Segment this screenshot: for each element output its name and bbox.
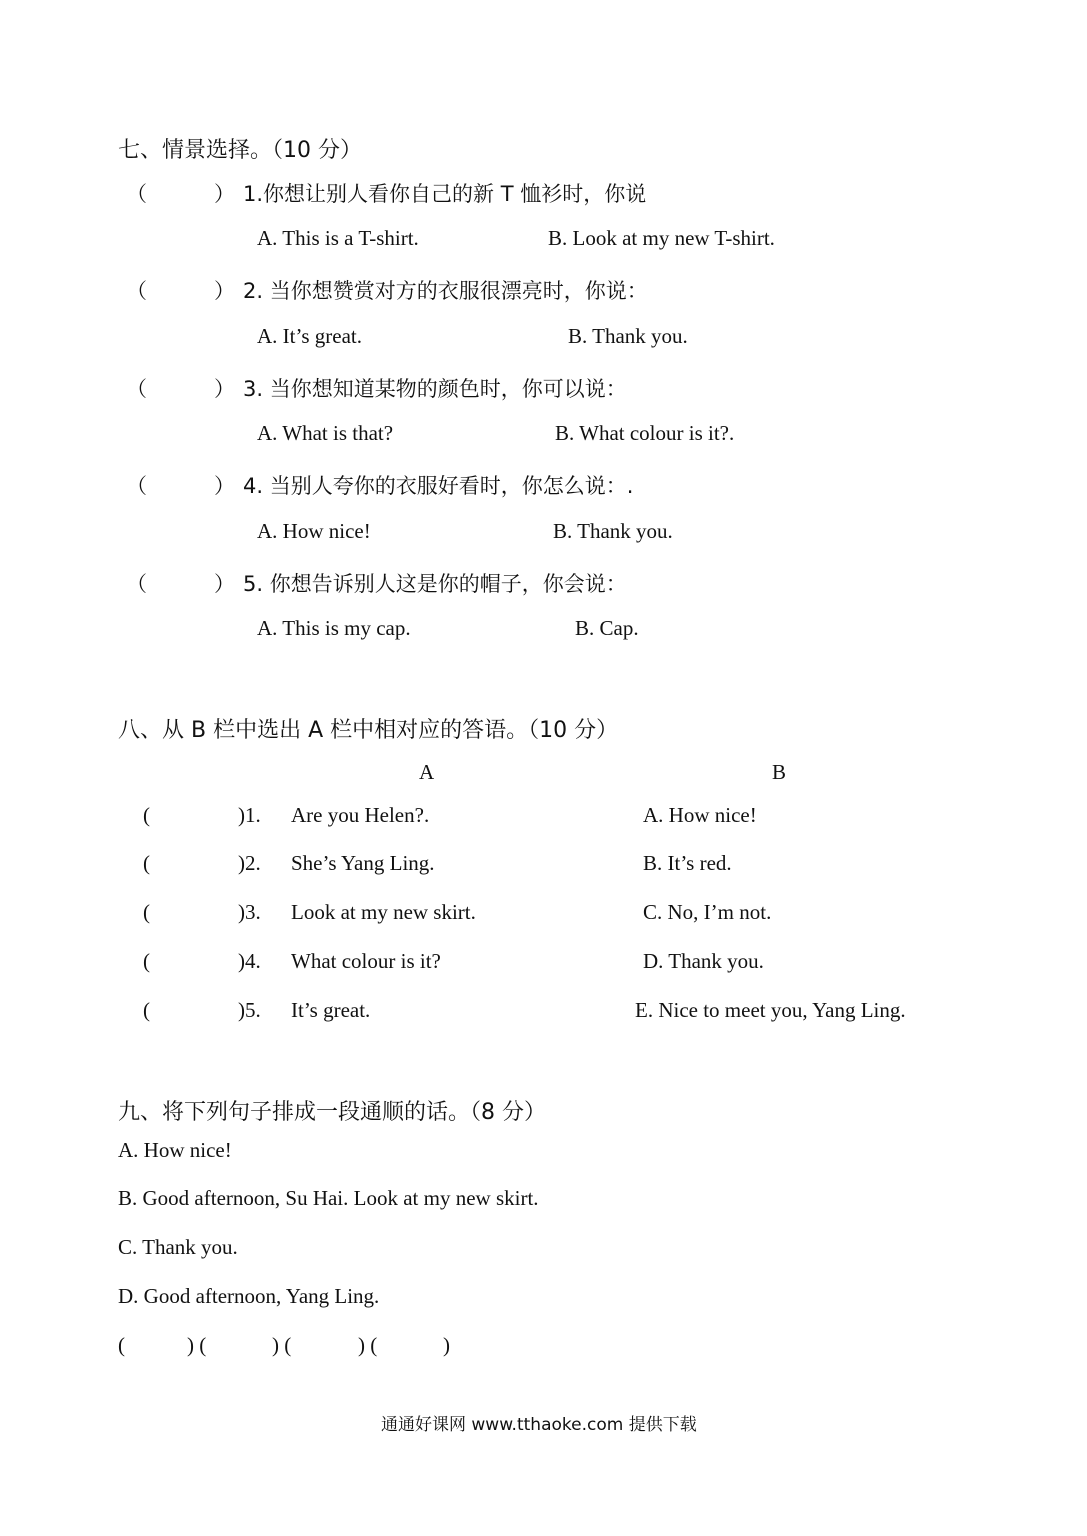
column-a-item: Look at my new skirt. — [291, 900, 476, 924]
question-stem: 2. 当你想赞赏对方的衣服很漂亮时，你说： — [243, 279, 648, 303]
column-b-item: E. Nice to meet you, Yang Ling. — [635, 998, 906, 1022]
option-b: B. Cap. — [575, 616, 639, 640]
answer-paren-close: ） — [214, 377, 235, 401]
answer-paren-open[interactable]: ( — [143, 998, 150, 1022]
column-a-header: A — [419, 760, 435, 784]
sentence-c: C. Thank you. — [118, 1235, 238, 1259]
question-stem: 5. 你想告诉别人这是你的帽子，你会说： — [243, 572, 627, 596]
answer-paren-open[interactable]: ( — [143, 851, 150, 875]
option-a: A. This is a T-shirt. — [257, 226, 419, 250]
option-a: A. This is my cap. — [257, 616, 411, 640]
answer-paren-open[interactable]: ( — [143, 803, 150, 827]
answer-paren-open[interactable]: ( — [143, 949, 150, 973]
option-a: A. What is that? — [257, 421, 394, 445]
sentence-b: B. Good afternoon, Su Hai. Look at my new skirt. — [118, 1186, 539, 1210]
column-a-item: It’s great. — [291, 998, 371, 1022]
question-stem: 1.你想让别人看你自己的新 T 恤衫时，你说 — [243, 182, 647, 206]
answer-paren-open[interactable]: （ — [126, 377, 147, 401]
section8-heading: 八、从 B 栏中选出 A 栏中相对应的答语。（10 分） — [118, 718, 619, 743]
answer-blank-2[interactable]: ) ( — [187, 1333, 207, 1357]
sentence-a: A. How nice! — [118, 1138, 232, 1162]
option-b: B. Look at my new T-shirt. — [548, 226, 775, 250]
column-a-item: She’s Yang Ling. — [291, 851, 435, 875]
option-a: A. How nice! — [257, 519, 371, 543]
column-b-item: B. It’s red. — [643, 851, 732, 875]
column-a-item: Are you Helen?. — [291, 803, 430, 827]
footer-text: 通通好课网 www.tthaoke.com 提供下载 — [381, 1415, 697, 1435]
option-b: B. Thank you. — [568, 324, 688, 348]
answer-blank-5[interactable]: ) — [443, 1333, 450, 1357]
section9-heading: 九、将下列句子排成一段通顺的话。（8 分） — [118, 1100, 546, 1125]
answer-paren-close: ） — [214, 572, 235, 596]
answer-paren-open[interactable]: ( — [143, 900, 150, 924]
answer-paren-open[interactable]: （ — [126, 279, 147, 303]
option-a: A. It’s great. — [257, 324, 362, 348]
column-b-item: A. How nice! — [643, 803, 757, 827]
column-b-item: C. No, I’m not. — [643, 900, 772, 924]
option-b: B. What colour is it?. — [555, 421, 735, 445]
answer-blank-3[interactable]: ) ( — [272, 1333, 292, 1357]
answer-paren-close: ） — [214, 474, 235, 498]
item-number: )4. — [238, 949, 261, 973]
answer-blank-1[interactable]: ( — [118, 1333, 125, 1357]
item-number: )5. — [238, 998, 261, 1022]
question-stem: 3. 当你想知道某物的颜色时，你可以说： — [243, 377, 627, 401]
answer-paren-close: ） — [214, 182, 235, 206]
item-number: )3. — [238, 900, 261, 924]
item-number: )1. — [238, 803, 261, 827]
answer-paren-open[interactable]: （ — [126, 182, 147, 206]
item-number: )2. — [238, 851, 261, 875]
sentence-d: D. Good afternoon, Yang Ling. — [118, 1284, 380, 1308]
column-b-item: D. Thank you. — [643, 949, 764, 973]
answer-paren-close: ） — [214, 279, 235, 303]
section7-heading: 七、情景选择。（10 分） — [118, 138, 362, 163]
answer-paren-open[interactable]: （ — [126, 474, 147, 498]
question-stem: 4. 当别人夸你的衣服好看时，你怎么说：. — [243, 474, 634, 498]
answer-blank-4[interactable]: ) ( — [358, 1333, 378, 1357]
answer-paren-open[interactable]: （ — [126, 572, 147, 596]
option-b: B. Thank you. — [553, 519, 673, 543]
column-b-header: B — [772, 760, 787, 784]
column-a-item: What colour is it? — [291, 949, 441, 973]
